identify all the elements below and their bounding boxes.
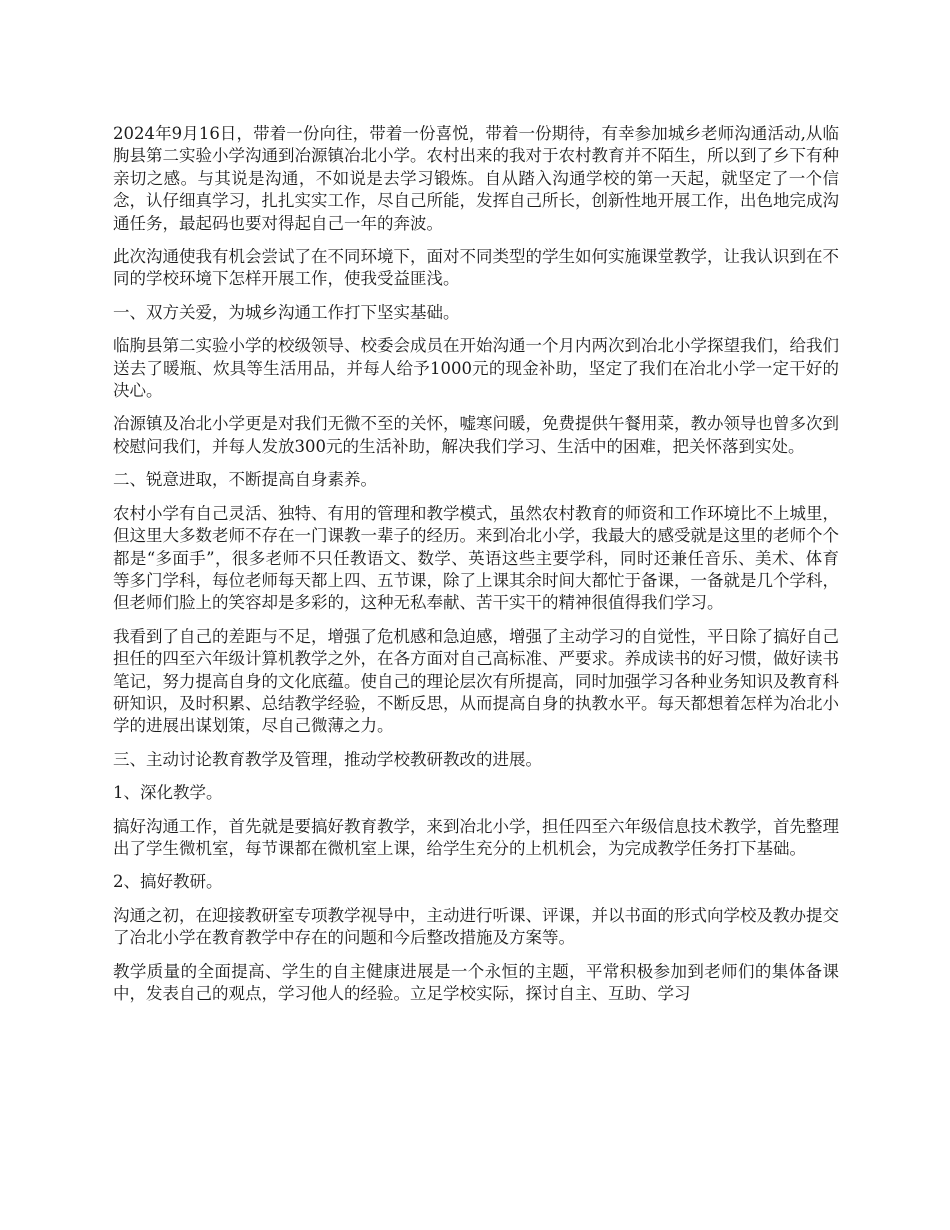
paragraph-research: 沟通之初，在迎接教研室专项教学视导中，主动进行听课、评课，并以书面的形式向学校及教办提交了冶北小学在教育教学中存在的问题和今后整改措施及方案等。 — [113, 905, 839, 948]
paragraph-self-improvement: 我看到了自己的差距与不足，增强了危机感和急迫感，增强了主动学习的自觉性，平日除了搞好自己担任的四至六年级计算机教学之外，在各方面对自己高标准、严要求。养成读书的好习惯，做好读书笔记，努力提高自身的文化底蕴。使自己的理论层次有所提高，同时加强学习各种业务知识及教育科研知识，及时积累、总结教学经验，不断反思，从而提高自身的执教水平。每天都想着怎样为冶北小学的进展出谋划策，尽自己微薄之力。 — [113, 626, 839, 736]
paragraph-intro: 2024年9月16日，带着一份向往，带着一份喜悦，带着一份期待，有幸参加城乡老师沟通活动,从临朐县第二实验小学沟通到冶源镇冶北小学。农村出来的我对于农村教育并不陌生，所以到了乡下有种亲切之感。与其说是沟通，不如说是去学习锻炼。自从踏入沟通学校的第一天起，就坚定了一个信念，认仔细真学习，扎扎实实工作，尽自己所能，发挥自己所长，创新性地开展工作，出色地完成沟通任务，最起码也要对得起自己一年的奔波。 — [113, 124, 839, 233]
paragraph-town-care: 冶源镇及冶北小学更是对我们无微不至的关怀，嘘寒问暖，免费提供午餐用菜，教办领导也曾多次到校慰问我们，并每人发放300元的生活补助，解决我们学习、生活中的困难，把关怀落到实处。 — [113, 414, 839, 456]
section-heading-2: 二、锐意进取，不断提高自身素养。 — [113, 470, 377, 490]
paragraph-quality: 教学质量的全面提高、学生的自主健康进展是一个永恒的主题，平常积极参加到老师们的集体备课中，发表自己的观点，学习他人的经验。立足学校实际，探讨自主、互助、学习 — [113, 961, 839, 1003]
paragraph-rural-teachers: 农村小学有自己灵活、独特、有用的管理和教学模式，虽然农村教育的师资和工作环境比不上城里，但这里大多数老师不存在一门课教一辈子的经历。来到冶北小学，我最大的感受就是这里的老师个个都是“多面手”，很多老师不只任教语文、数学、英语这些主要学科，同时还兼任音乐、美术、体育等多门学科，每位老师每天都上四、五节课，除了上课其余时间大都忙于备课，一备就是几个学科，但老师们脸上的笑容却是多彩的，这种无私奉献、苦干实干的精神很值得我们学习。 — [113, 503, 839, 613]
document-body — [113, 123, 839, 1016]
paragraph-teaching: 搞好沟通工作，首先就是要搞好教育教学，来到冶北小学，担任四至六年级信息技术教学，首先整理出了学生微机室，每节课都在微机室上课，给学生充分的上机机会，为完成教学任务打下基础。 — [113, 816, 839, 858]
paragraph-school-care: 临朐县第二实验小学的校级领导、校委会成员在开始沟通一个月内两次到冶北小学探望我们，给我们送去了暖瓶、炊具等生活用品，并每人给予1000元的现金补助，坚定了我们在冶北小学一定干好的决心。 — [113, 336, 839, 401]
section-heading-3: 三、主动讨论教育教学及管理，推动学校教研教改的进展。 — [113, 749, 542, 769]
subheading-teaching: 1、深化教学。 — [113, 783, 223, 803]
subheading-research: 2、搞好教研。 — [113, 872, 223, 892]
paragraph-benefit: 此次沟通使我有机会尝试了在不同环境下，面对不同类型的学生如何实施课堂教学，让我认识到在不同的学校环境下怎样开展工作，使我受益匪浅。 — [113, 247, 839, 289]
section-heading-1: 一、双方关爱，为城乡沟通工作打下坚实基础。 — [113, 302, 460, 322]
